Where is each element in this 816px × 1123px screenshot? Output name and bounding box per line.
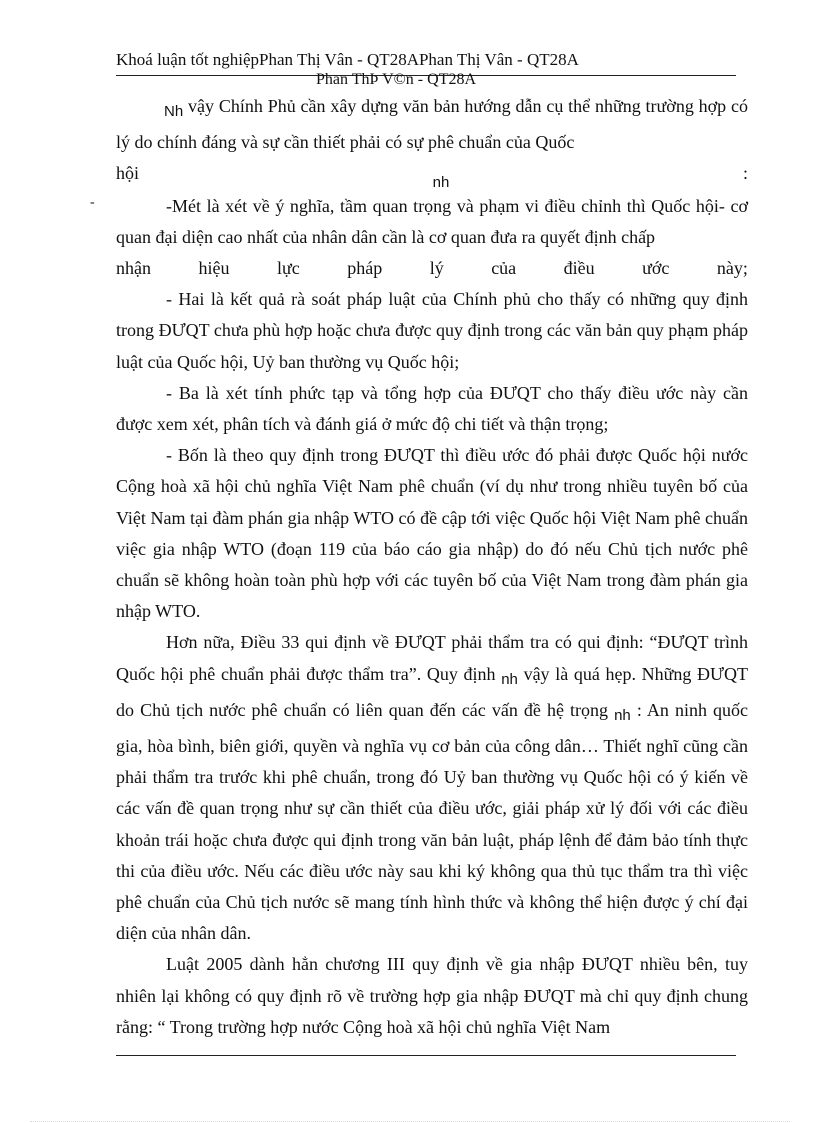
document-body [116,91,748,1043]
paragraph-4: - Ba là xét tính phức tạp và tổng hợp của ĐƯQT cho thấy điều ước này cần được xem xét, phân tích và đánh giá ở mức độ chi tiết và thận trọng; [116,382,748,435]
paragraph-2-justified-line: nhận hiệu lực pháp lý của điều ước này; [116,258,748,279]
page-header: Khoá luận tốt nghiệpPhan Thị Vân - QT28APhan Thị Vân - QT28A [116,50,579,69]
page-edge [30,1121,790,1122]
paragraph-1-tail: hội nh : [116,158,748,190]
footer-rule [116,1055,736,1056]
text-fragment: nh [501,670,518,688]
text-fragment: nh [614,706,631,724]
margin-mark: - [90,195,95,210]
paragraph-6: Hơn nữa, Điều 33 qui định về ĐƯQT phải thẩm tra có qui định: “ĐƯQT trình Quốc hội phê chuẩn phải được thẩm tra”. Quy định $_{nh}$ vậy là quá hẹp. Những ĐƯQT do Chủ tịch nước phê chuẩn có liên quan đến các vấn đề hệ trọng $_{nh}$ : An ninh quốc gia, hòa bình, biên giới, quyền và nghĩa vụ cơ bản của công dân… Thiết nghĩ cũng cần phải thẩm tra trước khi phê chuẩn, trong đó Uỷ ban thường vụ Quốc hội có ý kiến về các vấn đề quan trọng như sự cần thiết của điều ước, giải pháp xử lý đối với các điều khoản trái hoặc chưa được qui định trong văn bản luật, pháp lệnh để đảm bảo tính thực thi của điều ước. Nếu các điều ước này sau khi ký không qua thủ tục thẩm tra thì việc phê chuẩn của Chủ tịch nước sẽ mang tính hình thức và không thể hiện được ý chí đại diện của nhân dân. [116,632,749,944]
paragraph-2: -Mét là xét về ý nghĩa, tầm quan trọng và phạm vi điều chỉnh thì Quốc hội- cơ quan đại diện cao nhất của nhân dân cần là cơ quan đưa ra quyết định chấp [116,195,748,247]
paragraph-1: $_{Nh}$ vậy Chính Phủ cần xây dựng văn bản hướng dẫn cụ thể những trường hợp có lý do chính đáng và sự cần thiết phải có sự phê chuẩn của Quốc [116,96,748,153]
page-header-subtitle: Phan ThÞ V©n - QT28A [316,71,477,88]
text-fragment: Nh [164,103,184,120]
paragraph-5: - Bốn là theo quy định trong ĐƯQT thì điều ước đó phải được Quốc hội nước Cộng hoà xã hội chủ nghĩa Việt Nam phê chuẩn (ví dụ như trong nhiều tuyên bố của Việt Nam tại đàm phán gia nhập WTO có đề cập tới việc Quốc hội Việt Nam phê chuẩn việc gia nhập WTO (đoạn 119 của báo cáo gia nhập) do đó nếu Chủ tịch nước phê chuẩn sẽ không hoàn toàn phù hợp với các tuyên bố của Việt Nam trong đàm phán gia nhập WTO. [116,445,748,622]
paragraph-3: - Hai là kết quả rà soát pháp luật của Chính phủ cho thấy có những quy định trong ĐƯQT chưa phù hợp hoặc chưa được quy định trong các văn bản quy phạm pháp luật của Quốc hội, Uỷ ban thường vụ Quốc hội; [116,289,748,372]
text-fragment: nh [432,174,450,192]
paragraph-7: Luật 2005 dành hẳn chương III quy định về gia nhập ĐƯQT nhiều bên, tuy nhiên lại không có quy định rõ về trường hợp gia nhập ĐƯQT mà chỉ quy định chung rằng: “ Trong trường hợp nước Cộng hoà xã hội chủ nghĩa Việt Nam [116,954,748,1037]
